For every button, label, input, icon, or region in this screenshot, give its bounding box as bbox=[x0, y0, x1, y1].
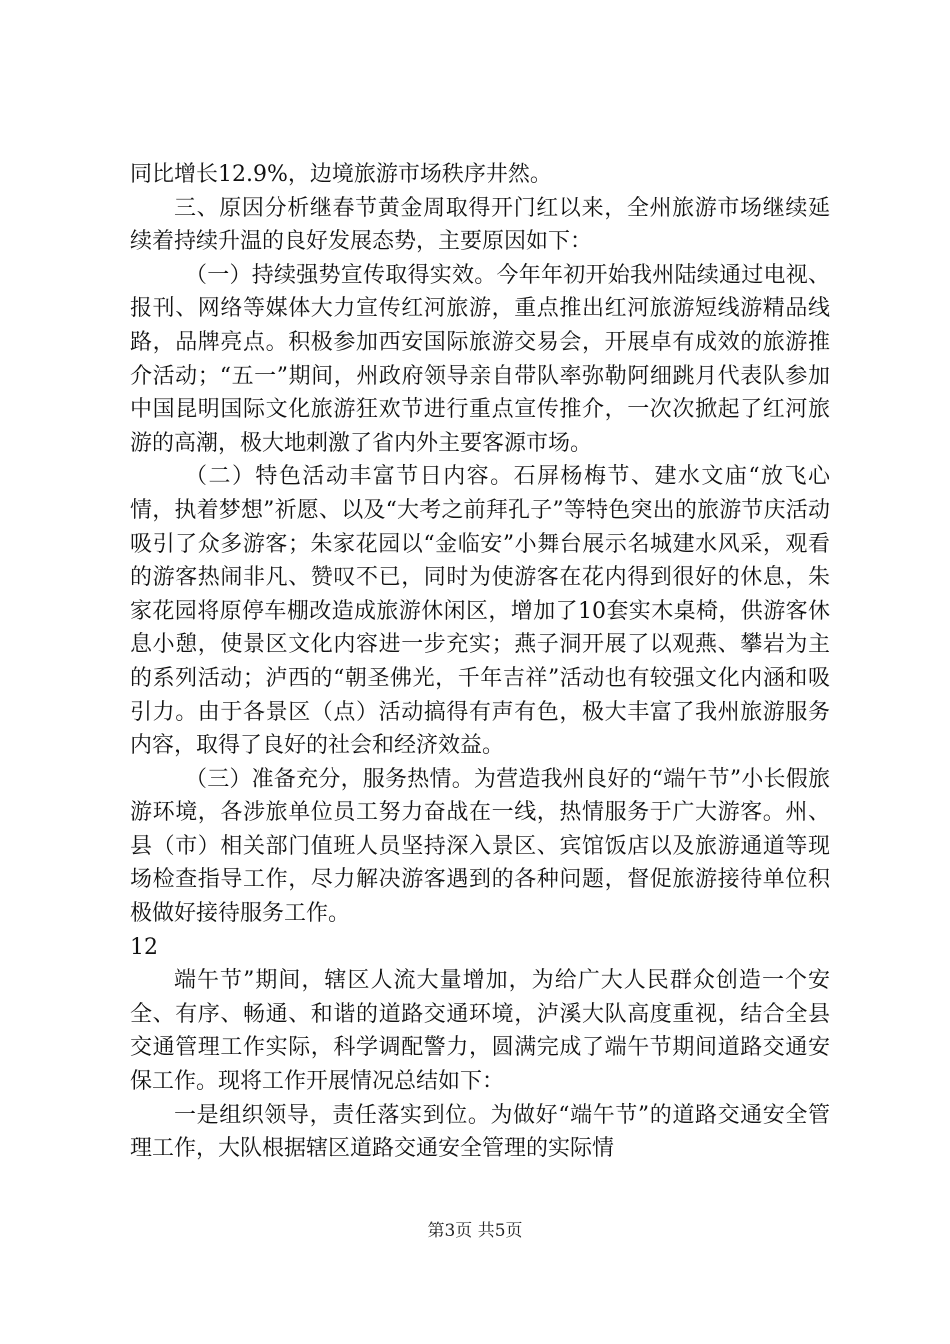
paragraph-traffic: 端午节”期间，辖区人流大量增加，为给广大人民群众创造一个安全、有序、畅通、和谐的道路交通环境，泸溪大队高度重视，结合全县交通管理工作实际，科学调配警力，圆满完成了端午节期间道路交通安保工作。现将工作开展情况总结如下： bbox=[130, 968, 830, 1095]
document-body bbox=[130, 158, 830, 1166]
paragraph-service: （三）准备充分，服务热情。为营造我州良好的“端午节”小长假旅游环境，各涉旅单位员工努力奋战在一线，热情服务于广大游客。州、县（市）相关部门值班人员坚持深入景区、宾馆饭店以及旅游通道等现场检查指导工作，尽力解决游客遇到的各种问题，督促旅游接待单位积极做好接待服务工作。 bbox=[130, 766, 830, 927]
paragraph-activities: （二）特色活动丰富节日内容。石屏杨梅节、建水文庙“放飞心情，执着梦想”祈愿、以及“大考之前拜孔子”等特色突出的旅游节庆活动吸引了众多游客；朱家花园以“金临安”小舞台展示名城建水风采，观看的游客热闹非凡、赞叹不已，同时为使游客在花内得到很好的休息，朱家花园将原停车棚改造成旅游休闲区，增加了10套实木桌椅，供游客休息小憩，使景区文化内容进一步充实；燕子洞开展了以观燕、攀岩为主的系列活动；泸西的“朝圣佛光，千年吉祥”活动也有较强文化内涵和吸引力。由于各景区（点）活动搞得有声有色，极大丰富了我州旅游服务内容，取得了良好的社会和经济效益。 bbox=[130, 464, 830, 759]
paragraph-organization: 一是组织领导，责任落实到位。为做好“端午节”的道路交通安全管理工作，大队根据辖区道路交通安全管理的实际情 bbox=[130, 1102, 830, 1162]
paragraph-reason-analysis: 三、原因分析继春节黄金周取得开门红以来，全州旅游市场继续延续着持续升温的良好发展态势，主要原因如下： bbox=[130, 195, 830, 255]
page-footer: 第3页 共5页 bbox=[427, 1221, 523, 1241]
paragraph-growth: 同比增长12.9%，边境旅游市场秩序井然。 bbox=[130, 162, 552, 187]
paragraph-number: 12 bbox=[130, 934, 158, 960]
paragraph-publicity: （一）持续强势宣传取得实效。今年年初开始我州陆续通过电视、报刊、网络等媒体大力宣传红河旅游，重点推出红河旅游短线游精品线路，品牌亮点。积极参加西安国际旅游交易会，开展卓有成效的旅游推介活动；“五一”期间，州政府领导亲自带队率弥勒阿细跳月代表队参加中国昆明国际文化旅游狂欢节进行重点宣传推介，一次次掀起了红河旅游的高潮，极大地刺激了省内外主要客源市场。 bbox=[130, 262, 830, 456]
